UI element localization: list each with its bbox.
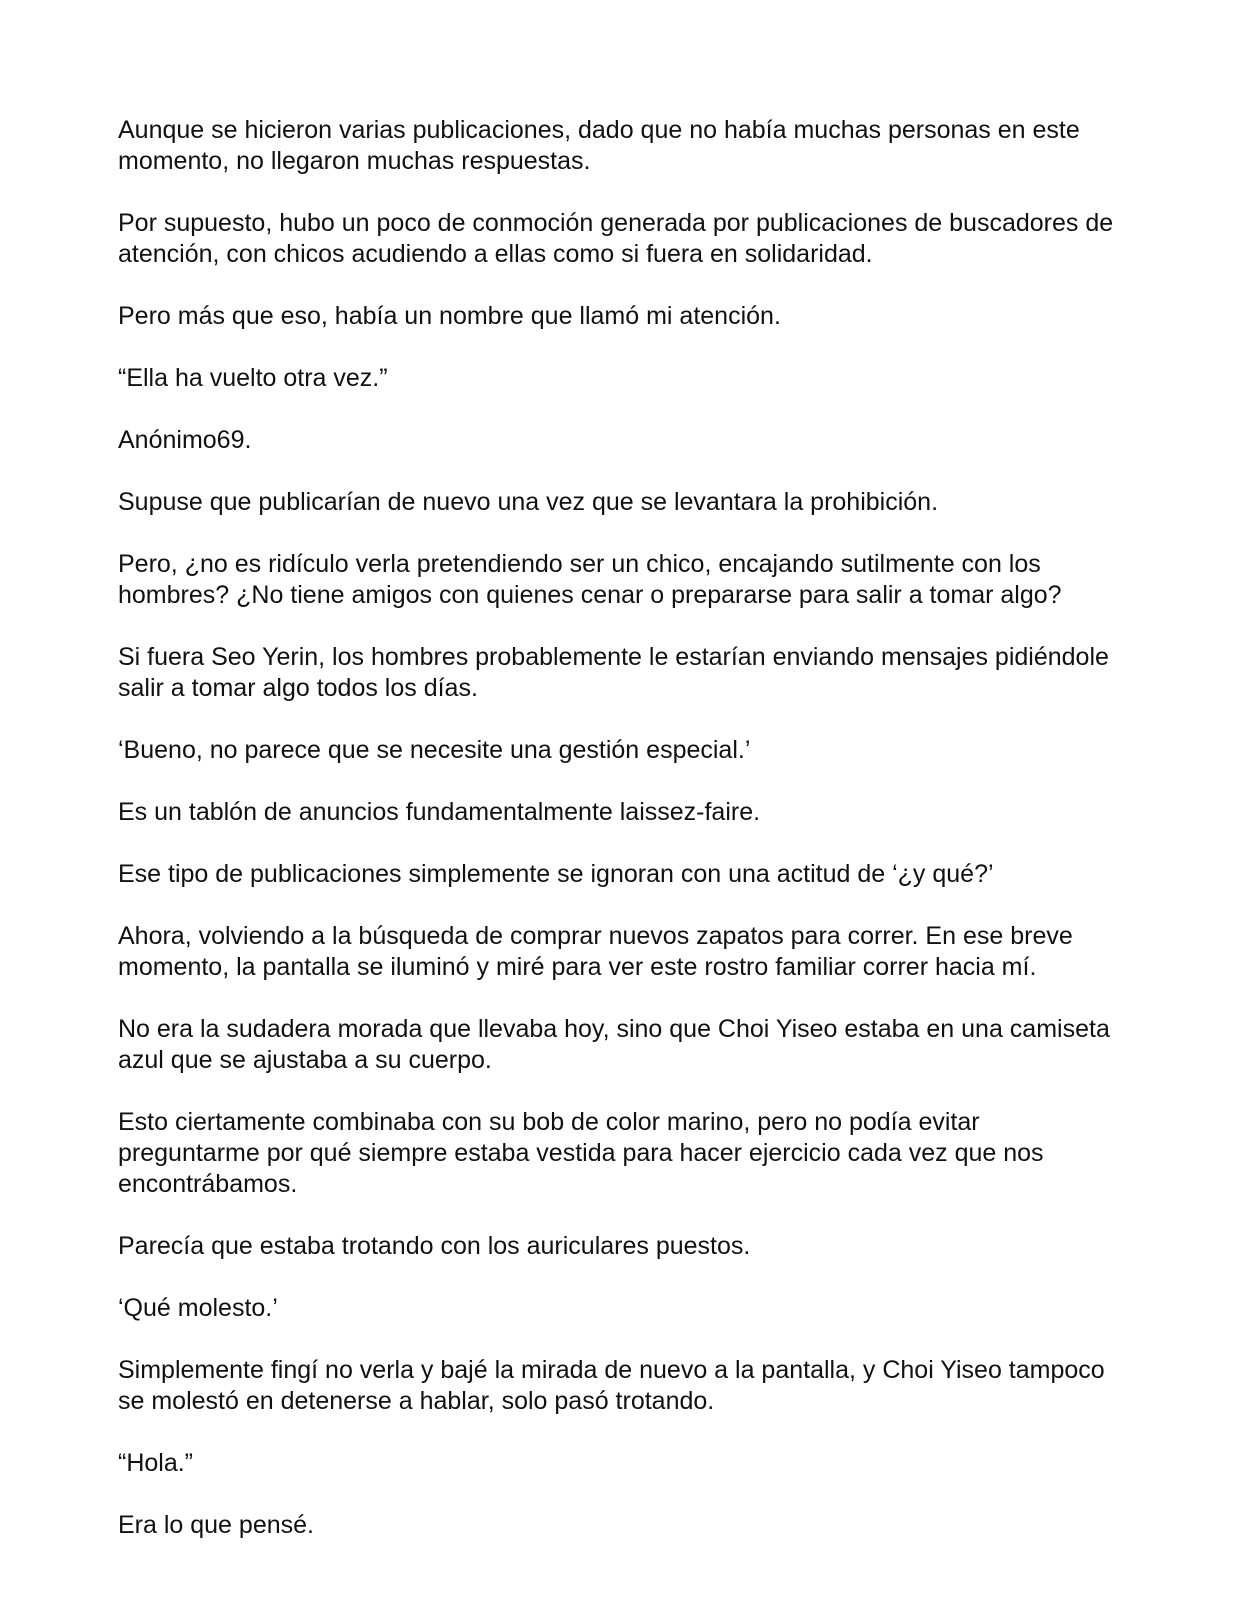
paragraph: “Ella ha vuelto otra vez.” (118, 364, 388, 392)
paragraph: Aunque se hicieron varias publicaciones, dado que no había muchas personas en este momento, no llegaron muchas respuestas. (118, 116, 1080, 175)
paragraph: Por supuesto, hubo un poco de conmoción generada por publicaciones de buscadores de atención, con chicos acudiendo a ellas como si fuera en solidaridad. (118, 209, 1114, 268)
paragraph: Esto ciertamente combinaba con su bob de color marino, pero no podía evitar preguntarme por qué siempre estaba vestida para hacer ejercicio cada vez que nos encontrábamos. (118, 1108, 1044, 1198)
paragraph: ‘Qué molesto.’ (118, 1294, 278, 1322)
paragraph: Pero, ¿no es ridículo verla pretendiendo ser un chico, encajando sutilmente con los hombres? ¿No tiene amigos con quienes cenar o prepararse para salir a tomar algo? (118, 550, 1062, 609)
paragraph: Anónimo69. (118, 426, 252, 454)
paragraph: Si fuera Seo Yerin, los hombres probablemente le estarían enviando mensajes pidiéndole salir a tomar algo todos los días. (118, 643, 1109, 702)
paragraph: Es un tablón de anuncios fundamentalmente laissez-faire. (118, 798, 761, 826)
paragraph: Ahora, volviendo a la búsqueda de comprar nuevos zapatos para correr. En ese breve momento, la pantalla se iluminó y miré para ver este rostro familiar correr hacia mí. (118, 922, 1073, 981)
paragraph: ‘Bueno, no parece que se necesite una gestión especial.’ (118, 736, 751, 764)
paragraph: Supuse que publicarían de nuevo una vez que se levantara la prohibición. (118, 488, 939, 516)
paragraph: Pero más que eso, había un nombre que llamó mi atención. (118, 302, 781, 330)
document-body (118, 115, 1128, 1572)
paragraph: Ese tipo de publicaciones simplemente se ignoran con una actitud de ‘¿y qué?’ (118, 860, 994, 888)
paragraph: Era lo que pensé. (118, 1511, 314, 1539)
paragraph: “Hola.” (118, 1449, 194, 1477)
paragraph: No era la sudadera morada que llevaba hoy, sino que Choi Yiseo estaba en una camiseta azul que se ajustaba a su cuerpo. (118, 1015, 1110, 1074)
paragraph: Simplemente fingí no verla y bajé la mirada de nuevo a la pantalla, y Choi Yiseo tampoco se molestó en detenerse a hablar, solo pasó trotando. (118, 1356, 1105, 1415)
paragraph: Parecía que estaba trotando con los auriculares puestos. (118, 1232, 751, 1260)
